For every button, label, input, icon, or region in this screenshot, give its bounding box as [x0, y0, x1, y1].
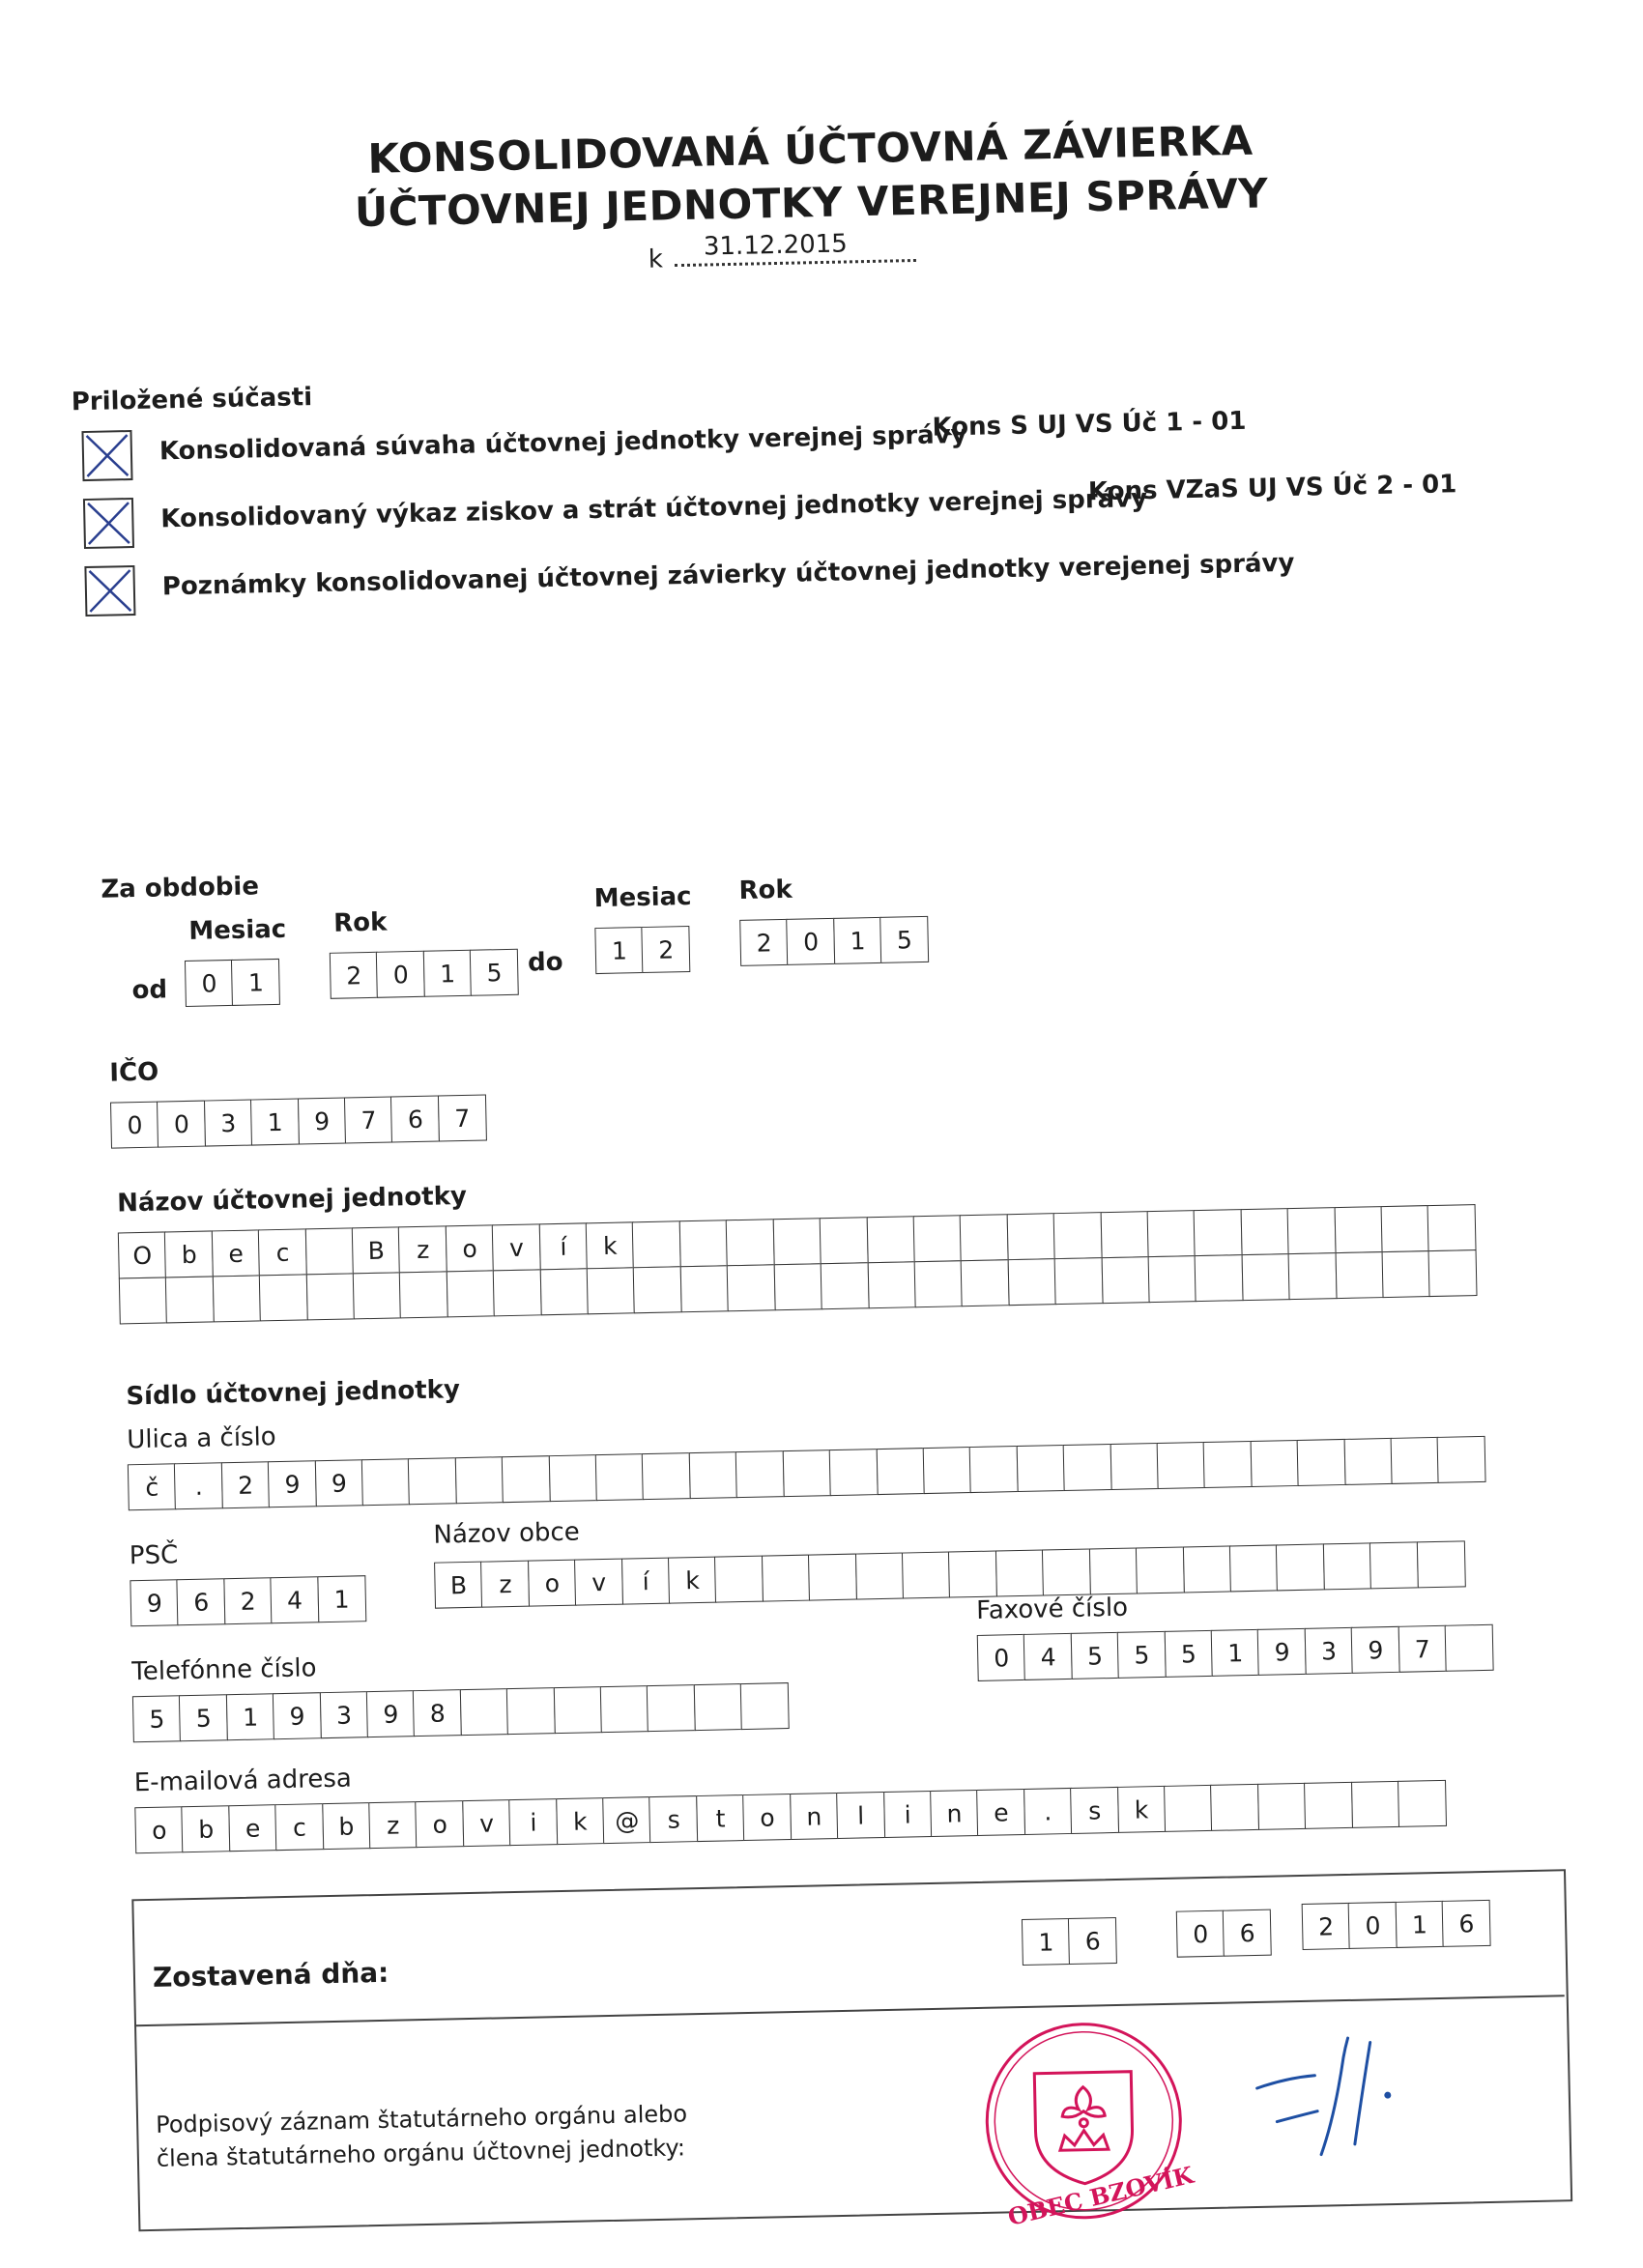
from-year-cell[interactable]: 0 — [376, 951, 425, 998]
from-year-label: Rok — [332, 907, 388, 938]
city-cell[interactable] — [1182, 1545, 1231, 1593]
fax-cell[interactable]: 9 — [1351, 1626, 1400, 1674]
street-cell[interactable] — [1391, 1437, 1440, 1484]
email-cell[interactable]: e — [228, 1804, 277, 1852]
city-cell[interactable]: v — [574, 1559, 623, 1606]
fax-label: Faxové číslo — [975, 1593, 1129, 1625]
entity-name-cell[interactable] — [1100, 1211, 1149, 1258]
compiled-month-cell[interactable]: 0 — [1176, 1910, 1225, 1958]
compiled-day-field[interactable] — [1022, 1917, 1117, 1966]
attachment-code-2: Kons VZaS UJ VS Úč 2 - 01 — [1087, 470, 1457, 507]
entity-name-cell[interactable] — [726, 1219, 775, 1266]
ico-cell[interactable]: 0 — [157, 1101, 206, 1148]
entity-name-cell[interactable] — [913, 1215, 963, 1262]
phone-cell[interactable]: 9 — [366, 1690, 416, 1737]
email-cell[interactable]: k — [556, 1797, 605, 1845]
email-cell[interactable]: s — [649, 1795, 699, 1843]
entity-name-cell[interactable] — [633, 1266, 682, 1313]
phone-label: Telefónne číslo — [131, 1653, 317, 1687]
city-cell[interactable] — [1089, 1547, 1139, 1594]
phone-cell[interactable]: 5 — [179, 1694, 228, 1741]
email-cell[interactable]: b — [182, 1805, 231, 1852]
entity-name-cell[interactable] — [1428, 1249, 1478, 1297]
city-field[interactable] — [434, 1540, 1465, 1608]
email-cell[interactable]: l — [836, 1792, 885, 1839]
email-label: E-mailová adresa — [133, 1764, 353, 1798]
phone-cell[interactable] — [460, 1688, 509, 1736]
form-page — [15, 13, 1643, 2268]
street-cell[interactable]: . — [174, 1462, 223, 1509]
city-cell[interactable] — [714, 1556, 764, 1603]
street-cell[interactable] — [1297, 1439, 1346, 1486]
compiled-year-cell[interactable]: 0 — [1348, 1902, 1398, 1949]
street-cell[interactable] — [1203, 1441, 1253, 1488]
from-label: od — [131, 975, 168, 1006]
compiled-year-field[interactable] — [1302, 1900, 1491, 1950]
city-cell[interactable]: í — [621, 1558, 671, 1605]
entity-name-cell[interactable] — [820, 1217, 869, 1264]
ico-cell[interactable]: 0 — [110, 1102, 159, 1149]
email-cell[interactable]: n — [930, 1790, 979, 1837]
attachment-code-1: Kons S UJ VS Úč 1 - 01 — [932, 406, 1247, 443]
email-cell[interactable]: i — [508, 1798, 558, 1846]
stamp-text: OBEC BZOVÍK — [1005, 2160, 1196, 2230]
fax-cell[interactable]: 5 — [1071, 1632, 1120, 1679]
city-cell[interactable]: B — [434, 1562, 483, 1609]
entity-name-cell[interactable] — [399, 1271, 448, 1318]
street-cell[interactable] — [829, 1449, 879, 1496]
date-line — [648, 229, 917, 274]
email-cell[interactable]: s — [1070, 1787, 1119, 1834]
street-cell[interactable] — [876, 1448, 925, 1495]
email-cell[interactable]: @ — [602, 1796, 651, 1844]
ico-cell[interactable]: 7 — [438, 1094, 487, 1141]
fax-field[interactable] — [977, 1624, 1494, 1681]
entity-name-cell[interactable] — [1148, 1255, 1197, 1303]
city-cell[interactable] — [1136, 1546, 1185, 1593]
entity-name-cell[interactable] — [259, 1274, 308, 1321]
x-mark-icon — [84, 432, 131, 479]
email-cell[interactable] — [1351, 1781, 1400, 1828]
stamp-seal-icon — [966, 2012, 1202, 2229]
email-cell[interactable] — [1257, 1783, 1307, 1830]
compiled-year-cell[interactable]: 6 — [1442, 1900, 1491, 1947]
to-month-cell[interactable]: 2 — [642, 926, 691, 973]
entity-name-cell[interactable] — [773, 1263, 822, 1310]
entity-name-cell[interactable] — [960, 1214, 1009, 1261]
entity-name-cell[interactable] — [213, 1275, 262, 1322]
entity-name-cell[interactable] — [1381, 1205, 1430, 1252]
psc-cell[interactable]: 9 — [130, 1579, 179, 1626]
from-year-cell[interactable]: 1 — [423, 950, 473, 997]
email-cell[interactable]: v — [462, 1799, 511, 1847]
entity-name-cell[interactable]: B — [352, 1226, 401, 1274]
entity-name-cell[interactable] — [1147, 1210, 1196, 1257]
entity-name-cell[interactable] — [1288, 1252, 1338, 1300]
phone-cell[interactable]: 8 — [413, 1689, 462, 1737]
psc-cell[interactable]: 4 — [271, 1576, 320, 1623]
city-cell[interactable] — [902, 1552, 951, 1599]
fax-cell[interactable]: 7 — [1398, 1625, 1447, 1673]
city-cell[interactable] — [1042, 1548, 1091, 1595]
ico-cell[interactable]: 6 — [390, 1095, 440, 1142]
city-cell[interactable] — [1229, 1544, 1279, 1592]
city-label: Názov obce — [433, 1517, 581, 1550]
street-cell[interactable]: 9 — [268, 1460, 317, 1507]
entity-name-cell[interactable] — [914, 1260, 964, 1307]
official-stamp — [966, 2012, 1202, 2229]
entity-name-cell[interactable] — [305, 1273, 355, 1320]
from-month-cell[interactable]: 0 — [185, 960, 234, 1007]
entity-name-cell[interactable] — [304, 1227, 354, 1275]
entity-name-cell[interactable] — [680, 1265, 730, 1312]
ico-label: IČO — [109, 1057, 159, 1088]
fax-cell[interactable]: 3 — [1305, 1627, 1354, 1675]
street-field[interactable] — [128, 1436, 1486, 1510]
entity-name-cell[interactable] — [1195, 1254, 1244, 1302]
email-cell[interactable] — [1210, 1784, 1259, 1831]
entity-name-cell[interactable]: o — [446, 1224, 495, 1272]
entity-name-cell[interactable] — [1287, 1207, 1337, 1254]
attachments-heading: Priložené súčasti — [71, 383, 313, 417]
street-cell[interactable] — [408, 1457, 457, 1505]
city-cell[interactable] — [948, 1551, 997, 1598]
entity-name-cell[interactable] — [961, 1259, 1010, 1306]
city-cell[interactable]: o — [528, 1560, 577, 1607]
compiled-year-cell[interactable]: 1 — [1395, 1901, 1444, 1948]
street-cell[interactable] — [548, 1454, 597, 1502]
handwritten-signature — [1246, 2017, 1442, 2179]
to-month-cell[interactable]: 1 — [594, 927, 644, 974]
entity-name-cell[interactable] — [1054, 1257, 1104, 1305]
street-cell[interactable] — [595, 1453, 645, 1501]
entity-name-cell[interactable] — [727, 1264, 776, 1311]
street-cell[interactable] — [1250, 1440, 1299, 1487]
fax-cell[interactable]: 5 — [1117, 1631, 1167, 1679]
street-cell[interactable] — [1110, 1443, 1159, 1490]
period-heading: Za obdobie — [101, 872, 260, 904]
street-cell[interactable]: č — [128, 1463, 177, 1510]
entity-name-cell[interactable] — [539, 1268, 589, 1315]
email-cell[interactable]: n — [790, 1793, 839, 1840]
street-label: Ulica a číslo — [127, 1422, 276, 1455]
phone-cell[interactable] — [694, 1683, 743, 1731]
to-year-field[interactable] — [739, 916, 929, 966]
entity-name-cell[interactable] — [1335, 1251, 1384, 1299]
ico-cell[interactable]: 7 — [344, 1096, 393, 1143]
street-cell[interactable] — [1063, 1444, 1112, 1491]
phone-cell[interactable] — [740, 1682, 790, 1730]
street-cell[interactable] — [735, 1450, 785, 1498]
title-line-1: KONSOLIDOVANÁ ÚČTOVNÁ ZÁVIERKA — [367, 116, 1254, 183]
to-year-cell[interactable]: 0 — [787, 918, 836, 965]
compiled-day-cell[interactable]: 6 — [1068, 1917, 1117, 1965]
compiled-year-cell[interactable]: 2 — [1302, 1903, 1351, 1950]
to-month-label: Mesiac — [593, 881, 692, 914]
email-cell[interactable]: b — [322, 1802, 371, 1850]
date-underline — [675, 229, 916, 267]
ico-cell[interactable]: 3 — [204, 1100, 253, 1147]
attachment-label-1: Konsolidovaná súvaha účtovnej jednotky verejnej správy — [159, 419, 967, 467]
compiled-month-field[interactable] — [1176, 1909, 1272, 1958]
compiled-label: Zostavená dňa: — [152, 1956, 389, 1994]
entity-name-cell[interactable] — [1382, 1250, 1431, 1298]
x-mark-icon — [85, 500, 132, 547]
phone-cell[interactable] — [553, 1686, 602, 1734]
entity-name-cell[interactable] — [821, 1262, 870, 1309]
entity-name-cell[interactable] — [353, 1272, 402, 1319]
street-cell[interactable] — [689, 1451, 738, 1499]
entity-name-cell[interactable] — [119, 1277, 168, 1324]
from-month-label: Mesiac — [188, 914, 287, 946]
phone-cell[interactable]: 9 — [273, 1692, 322, 1739]
entity-name-cell[interactable]: k — [586, 1221, 635, 1269]
city-cell[interactable] — [855, 1553, 905, 1600]
attachment-label-2: Konsolidovaný výkaz ziskov a strát účtovnej jednotky verejnej správy — [160, 484, 1148, 534]
psc-cell[interactable]: 2 — [223, 1577, 273, 1624]
entity-name-cell[interactable] — [165, 1276, 215, 1323]
phone-cell[interactable] — [600, 1685, 649, 1733]
fax-cell[interactable]: 9 — [1257, 1628, 1307, 1676]
city-cell[interactable] — [1323, 1542, 1372, 1590]
fax-cell[interactable]: 1 — [1211, 1629, 1260, 1677]
email-cell[interactable]: z — [368, 1801, 418, 1849]
signature-label-line-1: Podpisový záznam štatutárneho orgánu alebo — [155, 2100, 688, 2139]
city-cell[interactable]: z — [480, 1561, 530, 1608]
fax-cell[interactable]: 5 — [1164, 1630, 1213, 1678]
to-label: do — [527, 947, 563, 978]
city-cell[interactable] — [808, 1554, 857, 1601]
street-cell[interactable] — [782, 1450, 831, 1497]
entity-name-cell[interactable] — [1194, 1209, 1243, 1256]
entity-name-cell[interactable]: í — [538, 1222, 588, 1270]
entity-name-cell[interactable] — [1241, 1253, 1290, 1301]
street-cell[interactable] — [923, 1447, 972, 1494]
attachment-checkbox-3[interactable] — [84, 565, 135, 617]
email-cell[interactable]: i — [883, 1791, 933, 1838]
street-cell[interactable] — [642, 1452, 691, 1500]
entity-name-cell[interactable] — [772, 1218, 822, 1265]
entity-name-label: Názov účtovnej jednotky — [116, 1181, 468, 1219]
psc-label: PSČ — [129, 1540, 179, 1571]
city-cell[interactable] — [762, 1555, 811, 1602]
street-cell[interactable] — [361, 1458, 411, 1506]
entity-name-cell[interactable]: c — [258, 1228, 307, 1276]
to-year-label: Rok — [738, 875, 793, 905]
compiled-day-cell[interactable]: 1 — [1022, 1918, 1071, 1966]
attachment-label-3: Poznámky konsolidovanej účtovnej závierky účtovnej jednotky verejenej správy — [161, 548, 1295, 602]
entity-name-cell[interactable] — [1006, 1213, 1055, 1260]
entity-name-cell[interactable] — [1427, 1204, 1477, 1251]
street-cell[interactable] — [1343, 1438, 1393, 1485]
attachment-checkbox-2[interactable] — [83, 498, 134, 549]
street-cell[interactable] — [1157, 1442, 1206, 1489]
psc-cell[interactable]: 6 — [177, 1578, 226, 1625]
from-month-field[interactable] — [185, 959, 280, 1007]
phone-cell[interactable] — [647, 1684, 696, 1732]
entity-name-cell[interactable] — [1334, 1206, 1383, 1253]
attachment-checkbox-1[interactable] — [81, 430, 132, 481]
street-cell[interactable] — [502, 1455, 551, 1503]
compiled-month-cell[interactable]: 6 — [1223, 1909, 1272, 1957]
fax-cell[interactable]: 4 — [1023, 1633, 1073, 1680]
signature-label-line-2: člena štatutárneho orgánu účtovnej jednotky: — [156, 2134, 686, 2172]
from-year-field[interactable] — [330, 949, 519, 999]
to-year-cell[interactable]: 5 — [879, 916, 929, 963]
entity-name-cell[interactable] — [1053, 1212, 1103, 1259]
entity-name-cell[interactable] — [1101, 1256, 1150, 1304]
entity-name-cell[interactable] — [1007, 1258, 1056, 1306]
email-cell[interactable]: o — [742, 1794, 792, 1841]
to-year-cell[interactable]: 2 — [739, 919, 789, 966]
address-heading: Sídlo účtovnej jednotky — [126, 1375, 461, 1412]
city-cell[interactable] — [995, 1549, 1045, 1596]
to-month-field[interactable] — [594, 926, 690, 974]
email-cell[interactable] — [1164, 1785, 1213, 1832]
city-cell[interactable]: k — [668, 1557, 717, 1604]
city-cell[interactable] — [1416, 1540, 1465, 1588]
ico-field[interactable] — [110, 1094, 487, 1148]
entity-name-cell[interactable] — [1240, 1208, 1289, 1255]
city-cell[interactable] — [1276, 1543, 1325, 1591]
signature-icon — [1246, 2017, 1442, 2175]
email-cell[interactable]: o — [416, 1800, 465, 1848]
city-cell[interactable] — [1369, 1541, 1419, 1589]
street-cell[interactable] — [969, 1446, 1019, 1493]
ico-cell[interactable]: 1 — [250, 1099, 300, 1146]
ico-cell[interactable]: 9 — [298, 1098, 347, 1145]
x-mark-icon — [86, 567, 133, 615]
phone-cell[interactable]: 1 — [226, 1693, 275, 1740]
entity-name-cell[interactable]: O — [118, 1231, 167, 1278]
psc-field[interactable] — [130, 1575, 366, 1626]
email-cell[interactable]: k — [1117, 1786, 1167, 1833]
fax-cell[interactable] — [1445, 1624, 1494, 1672]
email-cell[interactable]: e — [976, 1789, 1025, 1836]
from-year-cell[interactable]: 5 — [470, 949, 519, 996]
entity-name-cell[interactable] — [587, 1267, 636, 1314]
date-value: 31.12.2015 — [703, 229, 849, 262]
from-year-cell[interactable]: 2 — [330, 952, 379, 999]
email-cell[interactable]: . — [1023, 1788, 1073, 1835]
street-cell[interactable]: 2 — [221, 1461, 271, 1508]
entity-name-cell[interactable]: v — [492, 1223, 541, 1271]
entity-name-cell[interactable]: b — [164, 1230, 214, 1278]
email-cell[interactable]: o — [134, 1806, 184, 1853]
email-cell[interactable] — [1398, 1780, 1447, 1827]
date-prefix: k — [648, 244, 664, 274]
email-cell[interactable]: t — [696, 1794, 745, 1842]
email-cell[interactable] — [1304, 1782, 1353, 1829]
from-month-cell[interactable]: 1 — [231, 959, 280, 1006]
street-cell[interactable]: 9 — [314, 1459, 363, 1507]
phone-field[interactable] — [132, 1682, 790, 1742]
entity-name-cell[interactable]: e — [212, 1229, 261, 1277]
entity-name-cell[interactable] — [866, 1216, 915, 1263]
psc-cell[interactable]: 1 — [317, 1575, 366, 1622]
entity-name-cell[interactable]: z — [398, 1225, 447, 1273]
phone-cell[interactable] — [506, 1687, 556, 1735]
fax-cell[interactable]: 0 — [977, 1634, 1026, 1681]
phone-cell[interactable]: 5 — [132, 1695, 182, 1742]
to-year-cell[interactable]: 1 — [833, 917, 882, 964]
street-cell[interactable] — [1016, 1445, 1065, 1492]
entity-name-cell[interactable] — [867, 1261, 916, 1308]
title-line-2: ÚČTOVNEJ JEDNOTKY VEREJNEJ SPRÁVY — [354, 169, 1269, 237]
entity-name-cell[interactable] — [447, 1270, 496, 1317]
street-cell[interactable] — [455, 1456, 504, 1504]
street-cell[interactable] — [1437, 1436, 1486, 1483]
entity-name-cell[interactable] — [493, 1269, 542, 1316]
entity-name-cell[interactable] — [632, 1220, 681, 1268]
email-cell[interactable]: c — [274, 1803, 324, 1851]
phone-cell[interactable]: 3 — [319, 1691, 368, 1738]
entity-name-cell[interactable] — [679, 1220, 729, 1267]
